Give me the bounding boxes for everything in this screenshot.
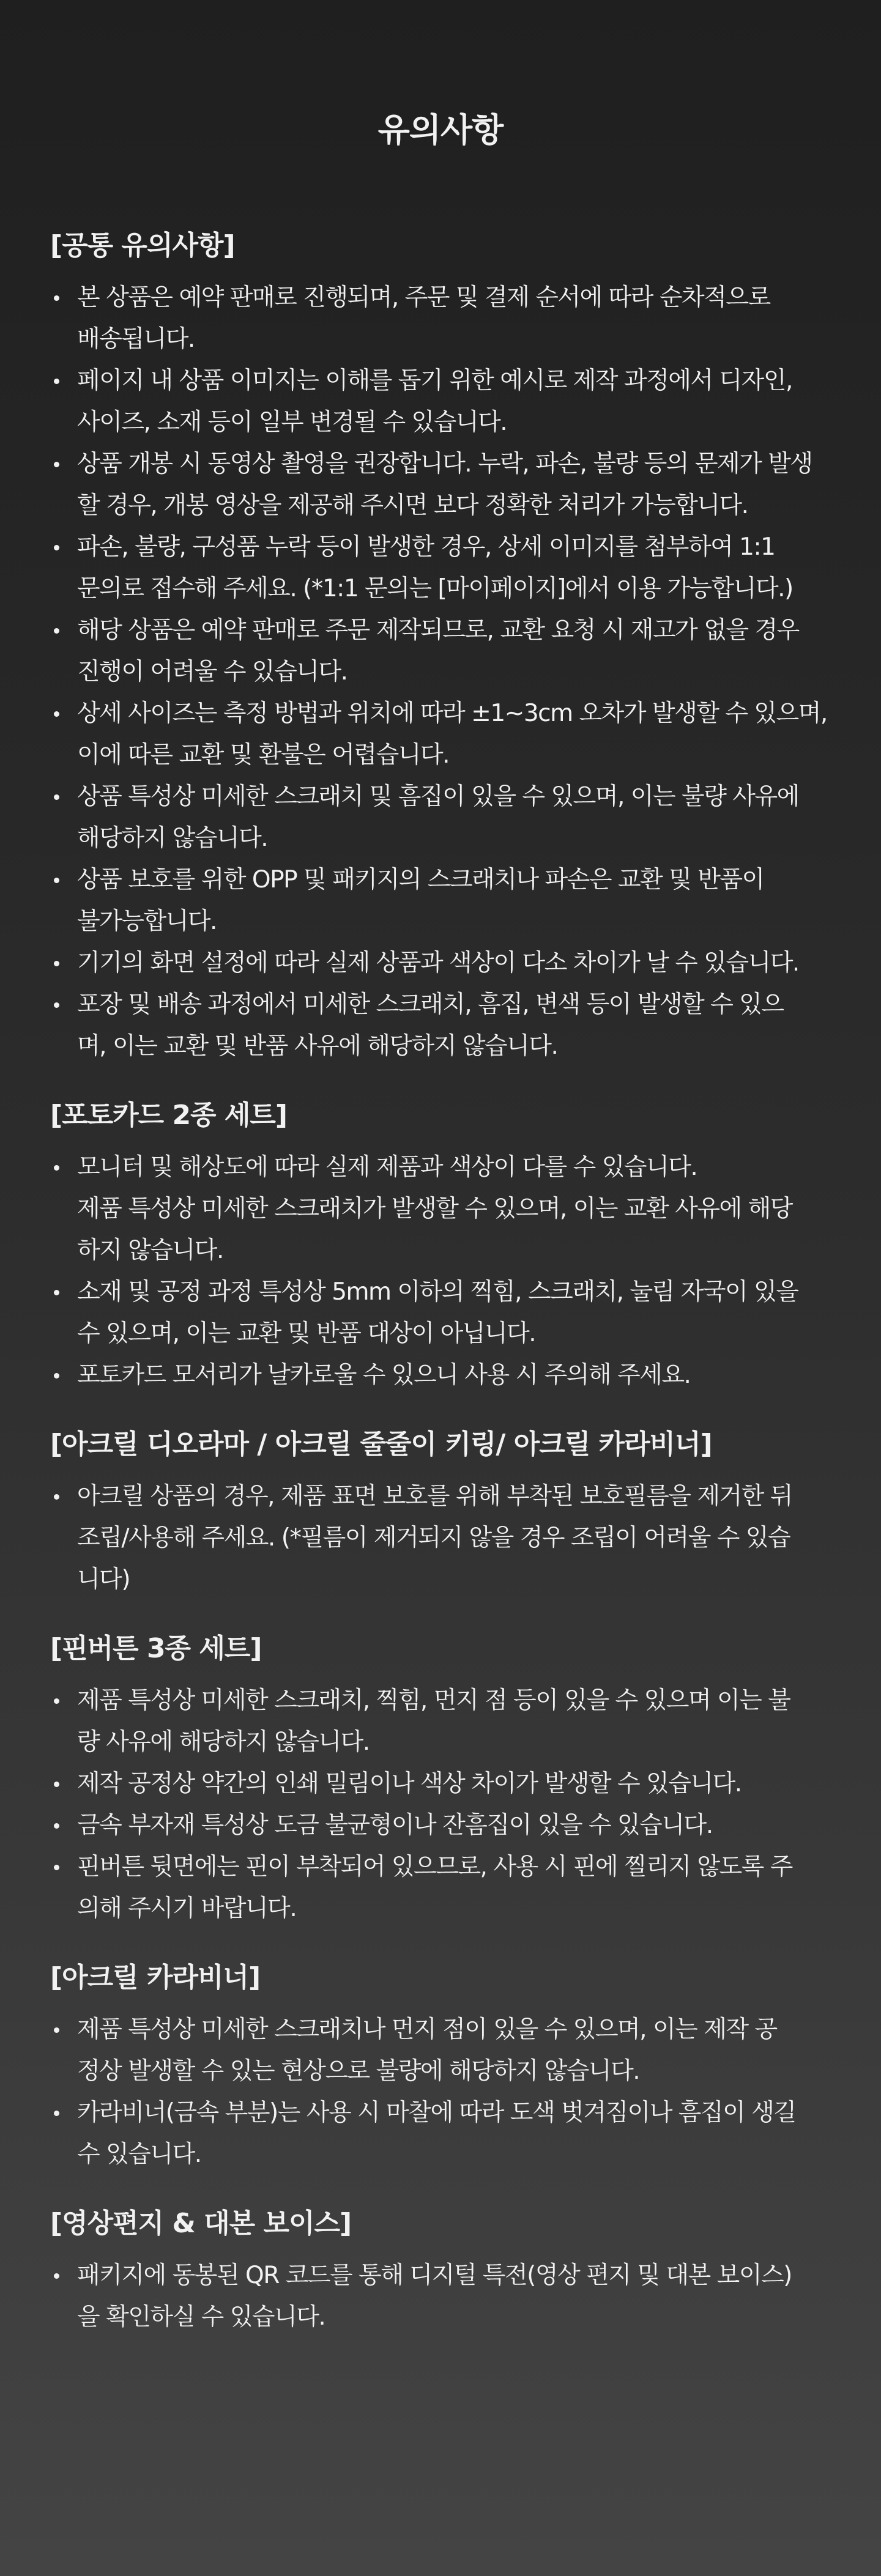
notice-item-line: 포토카드 모서리가 날카로울 수 있으니 사용 시 주의해 주세요. [77, 1361, 691, 1389]
notice-item [50, 443, 831, 527]
notice-item-line: 제품 특성상 미세한 스크래치, 찍힘, 먼지 점 등이 있을 수 있으며 이는 불 [77, 1687, 790, 1714]
notice-section [50, 1626, 831, 1930]
notice-item-line: 하지 않습니다. [77, 1237, 223, 1264]
notice-item [50, 984, 831, 1067]
notice-section [50, 1955, 831, 2175]
notice-list [50, 1147, 831, 1396]
notice-list [50, 1476, 831, 1601]
page-title: 유의사항 [377, 111, 504, 149]
notice-item-line: 상품 특성상 미세한 스크래치 및 흠집이 있을 수 있으며, 이는 불량 사유에 [77, 783, 799, 810]
section-heading: [공통 유의사항] [50, 230, 235, 261]
notice-item-line: 해당 상품은 예약 판매로 주문 제작되므로, 교환 요청 시 재고가 없을 경우 [77, 616, 799, 644]
notice-item [50, 1271, 831, 1355]
notice-item [50, 1805, 831, 1846]
notice-item [50, 942, 831, 984]
notice-item-line: 카라비너(금속 부분)는 사용 시 마찰에 따라 도색 벗겨짐이나 흠집이 생길 [77, 2099, 796, 2126]
notice-item [50, 776, 831, 859]
notice-item [50, 1846, 831, 1930]
notice-item-line: 핀버튼 뒷면에는 핀이 부착되어 있으므로, 사용 시 핀에 찔리지 않도록 주 [77, 1853, 792, 1881]
notice-item-line: 을 확인하실 수 있습니다. [77, 2303, 325, 2331]
section-heading: [아크릴 디오라마 / 아크릴 줄줄이 키링/ 아크릴 카라비너] [50, 1429, 712, 1460]
notice-item [50, 2255, 831, 2338]
notice-item [50, 1680, 831, 1763]
notice-section [50, 223, 831, 1067]
notice-item-line: 니다) [77, 1566, 130, 1593]
notice-item-line: 포장 및 배송 과정에서 미세한 스크래치, 흠집, 변색 등이 발생할 수 있으 [77, 991, 784, 1018]
notice-item [50, 1763, 831, 1805]
notice-item-line: 제작 공정상 약간의 인쇄 밀림이나 색상 차이가 발생할 수 있습니다. [77, 1770, 742, 1797]
notice-item-line: 상세 사이즈는 측정 방법과 위치에 따라 ±1~3cm 오차가 발생할 수 있으며, [77, 700, 827, 727]
notice-item-line: 제품 특성상 미세한 스크래치가 발생할 수 있으며, 이는 교환 사유에 해당 [77, 1195, 792, 1223]
notice-item-line: 의해 주시기 바랍니다. [77, 1895, 297, 1922]
notice-item [50, 693, 831, 776]
notice-item [50, 360, 831, 443]
notice-item-line: 불가능합니다. [77, 908, 217, 935]
notice-item-line: 할 경우, 개봉 영상을 제공해 주시면 보다 정확한 처리가 가능합니다. [77, 492, 748, 519]
notice-item-line: 패키지에 동봉된 QR 코드를 통해 디지털 특전(영상 편지 및 대본 보이스) [77, 2262, 792, 2289]
notice-item-line: 본 상품은 예약 판매로 진행되며, 주문 및 결제 순서에 따라 순차적으로 [77, 284, 770, 311]
notice-list [50, 277, 831, 1067]
notice-list [50, 2009, 831, 2175]
notice-item-line: 기기의 화면 설정에 따라 실제 상품과 색상이 다소 차이가 날 수 있습니다. [77, 949, 799, 977]
notice-item-line: 며, 이는 교환 및 반품 사유에 해당하지 않습니다. [77, 1032, 558, 1060]
notice-item-line: 상품 개봉 시 동영상 촬영을 권장합니다. 누락, 파손, 불량 등의 문제가 발생 [77, 450, 812, 478]
notice-item-line: 정상 발생할 수 있는 현상으로 불량에 해당하지 않습니다. [77, 2057, 640, 2085]
notice-item-line: 모니터 및 해상도에 따라 실제 제품과 색상이 다를 수 있습니다. [77, 1153, 697, 1181]
notice-item-line: 사이즈, 소재 등이 일부 변경될 수 있습니다. [77, 409, 507, 436]
notice-item [50, 2092, 831, 2175]
section-heading: [아크릴 카라비너] [50, 1962, 261, 1993]
notice-section [50, 1093, 831, 1396]
notice-item-line: 문의로 접수해 주세요. (*1:1 문의는 [마이페이지]에서 이용 가능합니다.) [77, 575, 793, 602]
notice-list [50, 1680, 831, 1930]
notice-sections [50, 223, 831, 2338]
notice-item-line: 금속 부자재 특성상 도금 불균형이나 잔흠집이 있을 수 있습니다. [77, 1812, 713, 1839]
notice-item-line: 제품 특성상 미세한 스크래치나 먼지 점이 있을 수 있으며, 이는 제작 공 [77, 2016, 777, 2043]
notice-section [50, 2201, 831, 2338]
notice-item-line: 상품 보호를 위한 OPP 및 패키지의 스크래치나 파손은 교환 및 반품이 [77, 866, 764, 894]
notice-item-line: 페이지 내 상품 이미지는 이해를 돕기 위한 예시로 제작 과정에서 디자인, [77, 367, 792, 394]
notice-item-line: 조립/사용해 주세요. (*필름이 제거되지 않을 경우 조립이 어려울 수 있습 [77, 1524, 790, 1552]
notice-section [50, 1422, 831, 1601]
notice-item-line: 배송됩니다. [77, 325, 195, 353]
notice-item [50, 859, 831, 942]
notice-item-line: 수 있으며, 이는 교환 및 반품 대상이 아닙니다. [77, 1320, 536, 1347]
section-heading: [포토카드 2종 세트] [50, 1100, 287, 1131]
notice-item-line: 진행이 어려울 수 있습니다. [77, 658, 348, 686]
notice-item [50, 1355, 831, 1396]
notice-item-line: 수 있습니다. [77, 2141, 201, 2168]
notice-item-line: 해당하지 않습니다. [77, 824, 268, 852]
section-heading: [영상편지 & 대본 보이스] [50, 2208, 352, 2239]
notice-item-line: 이에 따른 교환 및 환불은 어렵습니다. [77, 741, 449, 769]
notice-item-line: 아크릴 상품의 경우, 제품 표면 보호를 위해 부착된 보호필름을 제거한 뒤 [77, 1482, 792, 1510]
notice-list [50, 2255, 831, 2338]
notice-item-line: 소재 및 공정 과정 특성상 5mm 이하의 찍힘, 스크래치, 눌림 자국이 있을 [77, 1278, 798, 1306]
notice-item [50, 2009, 831, 2092]
notice-item [50, 1476, 831, 1601]
notice-item [50, 1147, 831, 1271]
notice-item-line: 파손, 불량, 구성품 누락 등이 발생한 경우, 상세 이미지를 첨부하여 1:1 [77, 533, 775, 561]
notice-item [50, 527, 831, 610]
notice-item-line: 량 사유에 해당하지 않습니다. [77, 1728, 370, 1756]
notice-item [50, 277, 831, 360]
section-heading: [핀버튼 3종 세트] [50, 1633, 262, 1664]
notice-item [50, 610, 831, 693]
